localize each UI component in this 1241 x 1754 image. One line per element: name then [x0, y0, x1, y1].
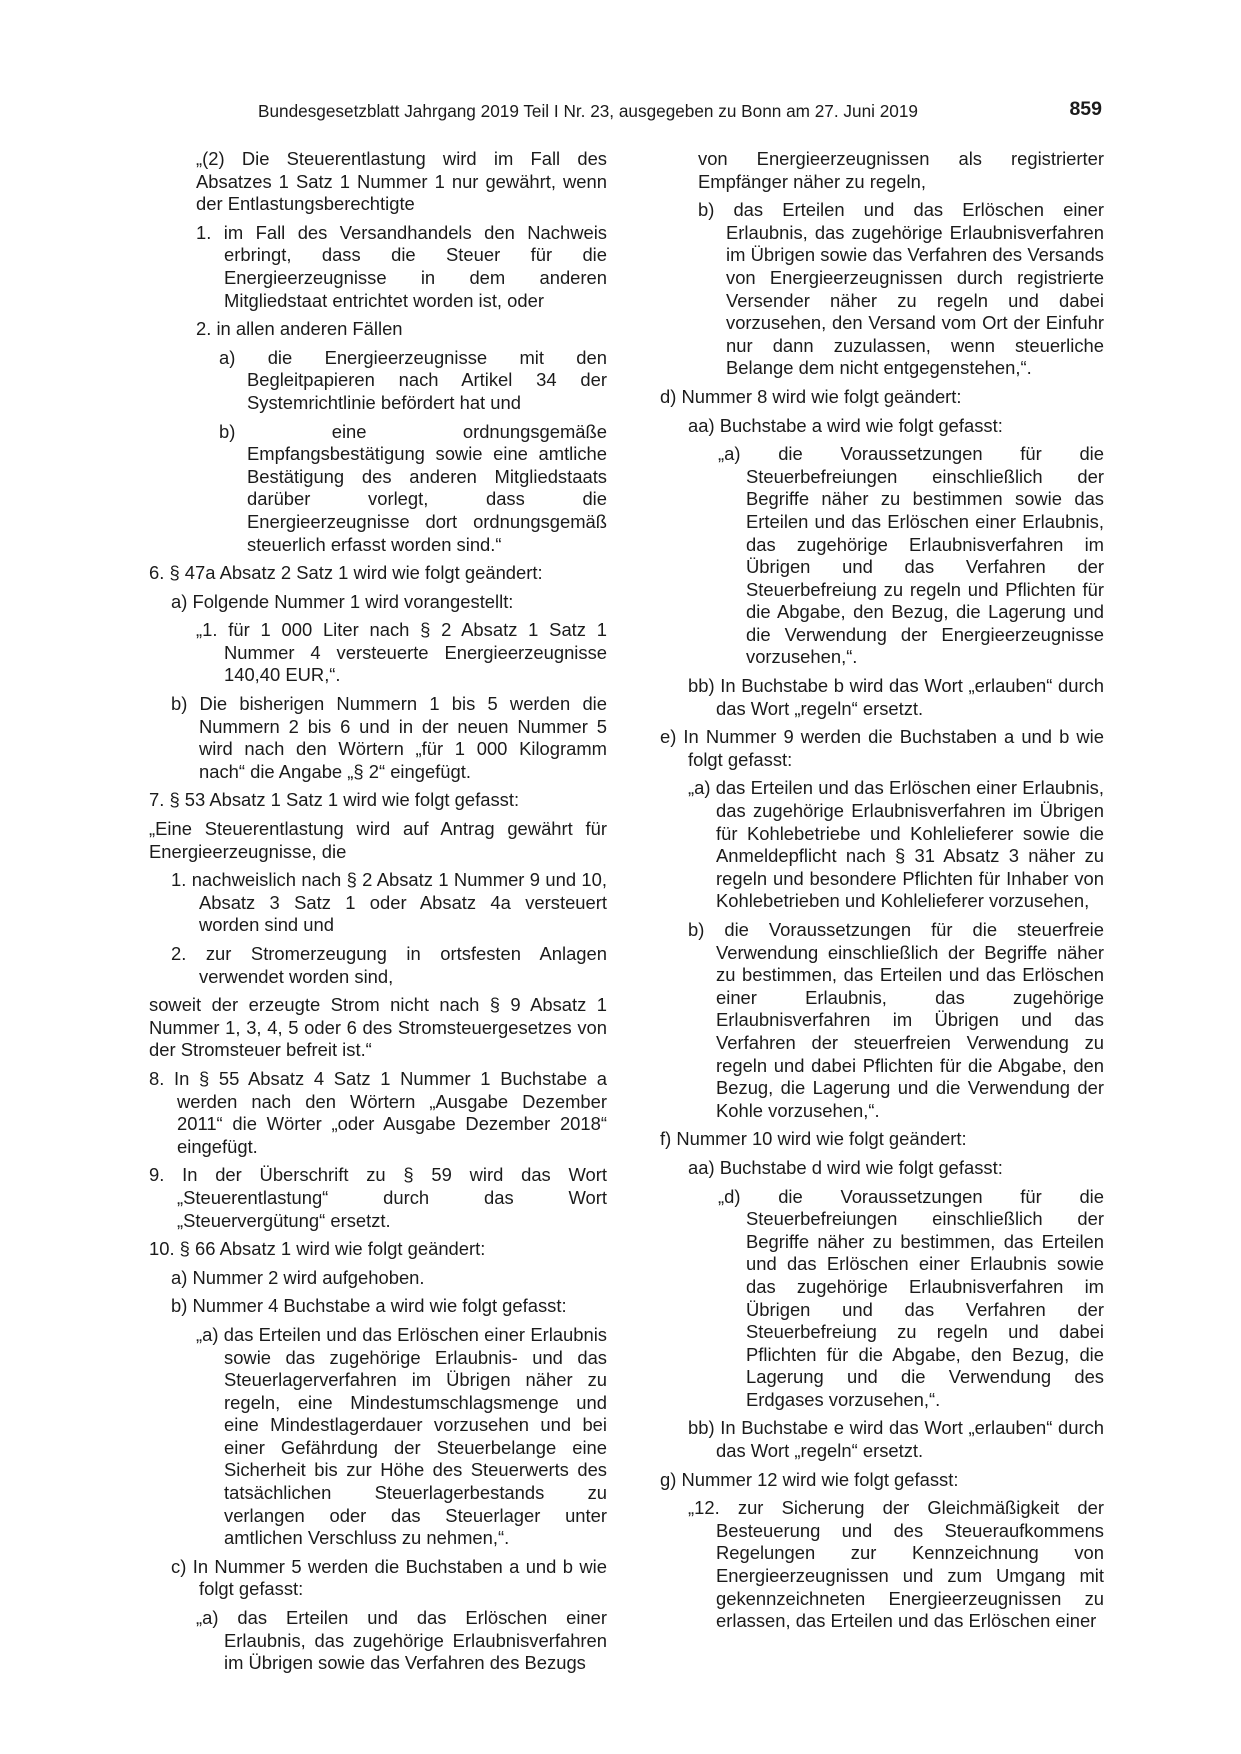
paragraph: c) In Nummer 5 werden die Buchstaben a und b wie folgt gefasst:: [171, 1555, 607, 1600]
paragraph: g) Nummer 12 wird wie folgt gefasst:: [660, 1468, 959, 1490]
paragraph: 1. im Fall des Versandhandels den Nachweis erbringt, dass die Steuer für die Energieerzeugnisse in dem anderen Mitgliedstaat entrichtet worden ist, oder: [196, 221, 607, 311]
paragraph: 2. zur Stromerzeugung in ortsfesten Anlagen verwendet worden sind,: [171, 943, 607, 987]
paragraph: aa) Buchstabe d wird wie folgt gefasst:: [688, 1156, 1003, 1178]
paragraph: 8. In § 55 Absatz 4 Satz 1 Nummer 1 Buchstabe a werden nach den Wörtern „Ausgabe Dezember 2011“ die Wörter „oder Ausgabe Dezember 2018“ eingefügt.: [149, 1067, 607, 1157]
paragraph: a) Folgende Nummer 1 wird vorangestellt:: [171, 590, 514, 612]
paragraph: 2. in allen anderen Fällen: [196, 318, 403, 340]
paragraph: aa) Buchstabe a wird wie folgt gefasst:: [688, 414, 1003, 436]
paragraph: d) Nummer 8 wird wie folgt geändert:: [660, 385, 962, 407]
paragraph: „12. zur Sicherung der Gleichmäßigkeit der Besteuerung und des Steueraufkommens Regelungen zur Kennzeichnung von Energieerzeugnissen und zum Umgang mit gekennzeichneten Energieerzeugnissen zu erlassen, das Erteilen und das Erlöschen einer: [688, 1497, 1104, 1632]
paragraph: 6. § 47a Absatz 2 Satz 1 wird wie folgt geändert:: [149, 562, 543, 584]
paragraph: e) In Nummer 9 werden die Buchstaben a und b wie folgt gefasst:: [660, 726, 1104, 770]
paragraph: a) die Energieerzeugnisse mit den Begleitpapieren nach Artikel 34 der Systemrichtlinie befördert hat und: [219, 346, 607, 413]
paragraph: f) Nummer 10 wird wie folgt geändert:: [660, 1128, 967, 1150]
paragraph: „1. für 1 000 Liter nach § 2 Absatz 1 Satz 1 Nummer 4 versteuerte Energieerzeugnisse 140,40 EUR,“.: [196, 619, 607, 686]
paragraph: b) die Voraussetzungen für die steuerfreie Verwendung einschließlich der Begriffe näher zu bestimmen, das Erteilen und das Erlöschen einer Erlaubnis, das zugehörige Erlaubnisverfahren im Übrigen und das Verfahren der steuerfreien Verwendung zu regeln und dabei Pflichten für die Abgabe, den Bezug, die Lagerung und die Verwendung der Kohle vorzusehen,“.: [688, 919, 1104, 1121]
paragraph: 9. In der Überschrift zu § 59 wird das Wort „Steuerentlastung“ durch das Wort „Steuervergütung“ ersetzt.: [149, 1164, 607, 1231]
paragraph: bb) In Buchstabe b wird das Wort „erlauben“ durch das Wort „regeln“ ersetzt.: [688, 675, 1104, 719]
page-number: 859: [1069, 98, 1102, 120]
page-header: [132, 100, 1102, 126]
left-column: [131, 148, 607, 1681]
paragraph: „d) die Voraussetzungen für die Steuerbefreiungen einschließlich der Begriffe näher zu bestimmen, das Erteilen und das Erlöschen einer Erlaubnis sowie das zugehörige Erlaubnisverfahren im Übrigen und das Verfahren der Steuerbefreiung zu regeln und dabei Pflichten für die Abgabe, den Bezug, die Lagerung und die Verwendung des Erdgases vorzusehen,“.: [718, 1185, 1104, 1410]
right-column: [660, 148, 1104, 1639]
paragraph: b) Nummer 4 Buchstabe a wird wie folgt gefasst:: [171, 1295, 567, 1317]
paragraph: b) Die bisherigen Nummern 1 bis 5 werden die Nummern 2 bis 6 und in der neuen Nummer 5 wird nach den Wörtern „für 1 000 Kilogramm nach“ die Angabe „§ 2“ eingefügt.: [171, 693, 607, 782]
paragraph: „a) das Erteilen und das Erlöschen einer Erlaubnis, das zugehörige Erlaubnisverfahren im Übrigen für Kohlebetriebe und Kohlelieferer sowie die Anmeldepflicht nach § 31 Absatz 3 näher zu regeln und besondere Pflichten für Inhaber von Kohlebetrieben und Kohlelieferer vorzusehen,: [688, 777, 1104, 912]
paragraph: 10. § 66 Absatz 1 wird wie folgt geändert:: [149, 1238, 486, 1260]
paragraph: a) Nummer 2 wird aufgehoben.: [171, 1266, 425, 1288]
paragraph: „Eine Steuerentlastung wird auf Antrag gewährt für Energieerzeugnisse, die: [149, 818, 607, 862]
paragraph: „a) das Erteilen und das Erlöschen einer Erlaubnis sowie das zugehörige Erlaubnis- und das Steuerlagerverfahren im Übrigen näher zu regeln, eine Mindestumschlagsmenge und eine Mindestlagerdauer vorzusehen und bei einer Gefährdung der Steuerbelange eine Sicherheit bis zur Höhe des Steuerwerts des tatsächlichen Steuerlagerbestands zu verlangen oder das Steuerlager unter amtlichen Verschluss zu nehmen,“.: [196, 1323, 607, 1549]
paragraph: von Energieerzeugnissen als registrierter Empfänger näher zu regeln,: [698, 148, 1104, 192]
paragraph: soweit der erzeugte Strom nicht nach § 9 Absatz 1 Nummer 1, 3, 4, 5 oder 6 des Stromsteuergesetzes von der Stromsteuer befreit ist.“: [149, 994, 607, 1061]
paragraph: „(2) Die Steuerentlastung wird im Fall des Absatzes 1 Satz 1 Nummer 1 nur gewährt, wenn der Entlastungsberechtigte: [196, 148, 607, 215]
paragraph: 1. nachweislich nach § 2 Absatz 1 Nummer 9 und 10, Absatz 3 Satz 1 oder Absatz 4a versteuert worden sind und: [171, 869, 607, 936]
paragraph: b) eine ordnungsgemäße Empfangsbestätigung sowie eine amtliche Bestätigung des anderen Mitgliedstaats darüber vorlegt, dass die Energieerzeugnisse dort ordnungsgemäß steuerlich erfasst worden sind.“: [219, 420, 607, 555]
paragraph: „a) die Voraussetzungen für die Steuerbefreiungen einschließlich der Begriffe näher zu bestimmen sowie das Erteilen und das Erlöschen einer Erlaubnis, das zugehörige Erlaubnisverfahren im Übrigen und das Verfahren der Steuerbefreiung zu regeln und Pflichten für die Abgabe, den Bezug, die Lagerung und die Verwendung der Energieerzeugnisse vorzusehen,“.: [718, 443, 1104, 668]
paragraph: 7. § 53 Absatz 1 Satz 1 wird wie folgt gefasst:: [149, 789, 520, 811]
paragraph: bb) In Buchstabe e wird das Wort „erlauben“ durch das Wort „regeln“ ersetzt.: [688, 1417, 1104, 1462]
paragraph: b) das Erteilen und das Erlöschen einer Erlaubnis, das zugehörige Erlaubnisverfahren im Übrigen sowie das Verfahren des Versands von Energieerzeugnissen durch registrierte Versender näher zu regeln und dabei vorzusehen, den Versand vom Ort der Einfuhr nur dann zuzulassen, wenn steuerliche Belange dem nicht entgegenstehen,“.: [698, 199, 1104, 379]
paragraph: „a) das Erteilen und das Erlöschen einer Erlaubnis, das zugehörige Erlaubnisverfahren im Übrigen sowie das Verfahren des Bezugs: [196, 1607, 607, 1674]
gazette-title: Bundesgesetzblatt Jahrgang 2019 Teil I Nr. 23, ausgegeben zu Bonn am 27. Juni 2019: [258, 101, 918, 121]
